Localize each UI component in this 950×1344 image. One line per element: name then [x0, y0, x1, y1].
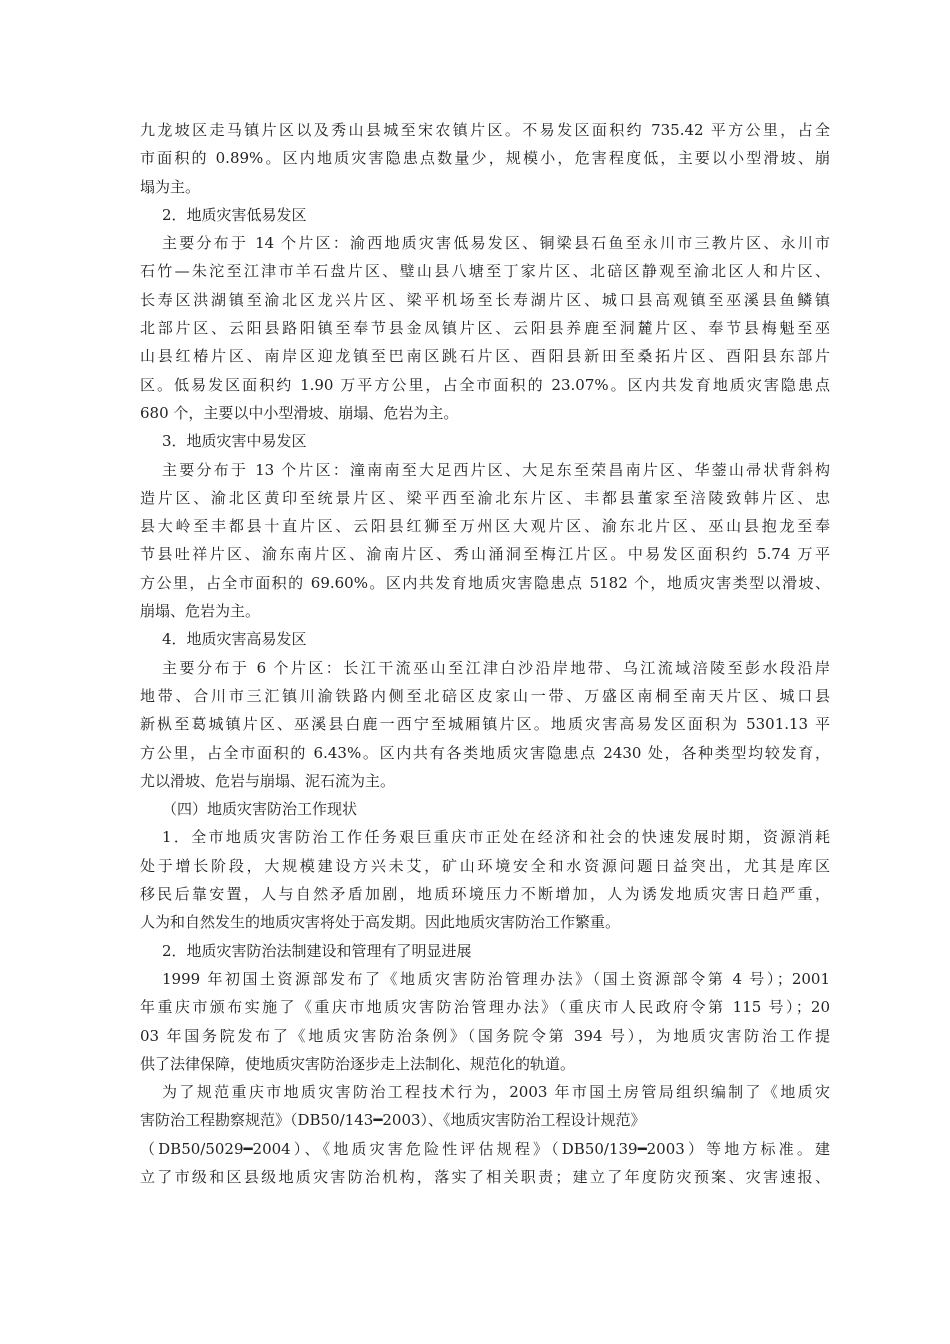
- text-line: 2．地质灾害低易发区: [162, 205, 307, 224]
- text-line: 为了规范重庆市地质灾害防治工程技术行为，2003 年市国土房管局组织编制了《地质灾: [162, 1083, 830, 1102]
- text-line: 供了法律保障，使地质灾害防治逐步走上法制化、规范化的轨道。: [140, 1054, 576, 1073]
- text-line: 崩塌、危岩为主。: [140, 602, 261, 621]
- text-line: 人为和自然发生的地质灾害将处于高发期。因此地质灾害防治工作繁重。: [140, 913, 621, 932]
- text-line: 新枞至葛城镇片区、巫溪县白鹿一西宁至城厢镇片区。地质灾害高易发区面积为 5301.13 平: [140, 715, 830, 734]
- text-line: （四）地质灾害防治工作现状: [162, 800, 358, 819]
- text-line: 1．全市地质灾害防治工作任务艰巨重庆市正处在经济和社会的快速发展时期，资源消耗: [162, 828, 830, 847]
- text-line: 方公里，占全市面积的 69.60%。区内共发育地质灾害隐患点 5182 个，地质灾害类型以滑坡、: [140, 573, 830, 592]
- text-line: 县大岭至丰都县十直片区、云阳县红狮至万州区大观片区、渝东北片区、巫山县抱龙至奉: [140, 517, 830, 536]
- text-line: 害防治工程勘察规范》（DB50/143━2003）、《地质灾害防治工程设计规范》: [140, 1111, 646, 1130]
- text-line: 造片区、渝北区黄印至统景片区、梁平西至渝北东片区、丰都县董家至涪陵致韩片区、忠: [140, 488, 830, 507]
- text-line: 石竹—朱沱至江津市羊石盘片区、璧山县八塘至丁家片区、北碚区静观至渝北区人和片区、: [140, 262, 830, 281]
- text-line: 主要分布于 13 个片区：潼南南至大足西片区、大足东至荣昌南片区、华蓥山帚状背斜构: [162, 460, 830, 479]
- text-line: 移民后靠安置，人与自然矛盾加剧，地质环境压力不断增加，人为诱发地质灾害日趋严重，: [140, 885, 830, 904]
- text-line: 尤以滑坡、危岩与崩塌、泥石流为主。: [140, 771, 396, 790]
- text-line: 2．地质灾害防治法制建设和管理有了明显进展: [162, 941, 472, 960]
- text-line: 主要分布于 6 个片区：长江干流巫山至江津白沙沿岸地带、乌江流域涪陵至彭水段沿岸: [162, 658, 830, 677]
- text-line: 1999 年初国土资源部发布了《地质灾害防治管理办法》（国土资源部令第 4 号）；2001: [162, 969, 830, 988]
- text-line: 680 个，主要以中小型滑坡、崩塌、危岩为主。: [140, 403, 459, 422]
- text-line: 市面积的 0.89%。区内地质灾害隐患点数量少，规模小，危害程度低，主要以小型滑坡、崩: [140, 149, 830, 168]
- text-line: 主要分布于 14 个片区：渝西地质灾害低易发区、铜梁县石鱼至永川市三教片区、永川市: [162, 234, 830, 253]
- text-line: 九龙坡区走马镇片区以及秀山县城至宋农镇片区。不易发区面积约 735.42 平方公里，占全: [140, 121, 830, 139]
- text-line: 方公里，占全市面积的 6.43%。区内共有各类地质灾害隐患点 2430 处，各种类型均较发育，: [140, 743, 830, 762]
- document-body: [140, 116, 830, 1191]
- text-line: 区。低易发区面积约 1.90 万平方公里，占全市面积的 23.07%。区内共发育地质灾害隐患点: [140, 375, 830, 394]
- text-line: 03 年国务院发布了《地质灾害防治条例》（国务院令第 394 号），为地质灾害防治工作提: [140, 1026, 830, 1045]
- text-line: 立了市级和区县级地质灾害防治机构，落实了相关职责；建立了年度防灾预案、灾害速报、: [140, 1167, 830, 1186]
- text-line: 长寿区洪湖镇至渝北区龙兴片区、梁平机场至长寿湖片区、城口县高观镇至巫溪县鱼鳞镇: [140, 290, 830, 309]
- text-line: 3．地质灾害中易发区: [162, 432, 307, 451]
- text-line: 地带、合川市三汇镇川渝铁路内侧至北碚区皮家山一带、万盛区南桐至南天片区、城口县: [140, 686, 830, 705]
- text-line: （DB50/5029━2004）、《地质灾害危险性评估规程》（DB50/139━2003）等地方标准。建: [140, 1139, 830, 1158]
- text-line: 塌为主。: [140, 177, 201, 196]
- text-line: 年重庆市颁布实施了《重庆市地质灾害防治管理办法》（重庆市人民政府令第 115 号）；20: [140, 998, 830, 1017]
- text-line: 节县吐祥片区、渝东南片区、渝南片区、秀山涌洞至梅江片区。中易发区面积约 5.74 万平: [140, 545, 830, 564]
- text-line: 处于增长阶段，大规模建设方兴未艾，矿山环境安全和水资源问题日益突出，尤其是库区: [140, 856, 830, 875]
- text-line: 山县红椿片区、南岸区迎龙镇至巴南区跳石片区、酉阳县新田至桑拓片区、酉阳县东部片: [140, 347, 830, 366]
- text-line: 4．地质灾害高易发区: [162, 630, 307, 649]
- text-line: 北部片区、云阳县路阳镇至奉节县金凤镇片区、云阳县养鹿至洞麓片区、奉节县梅魁至巫: [140, 319, 830, 338]
